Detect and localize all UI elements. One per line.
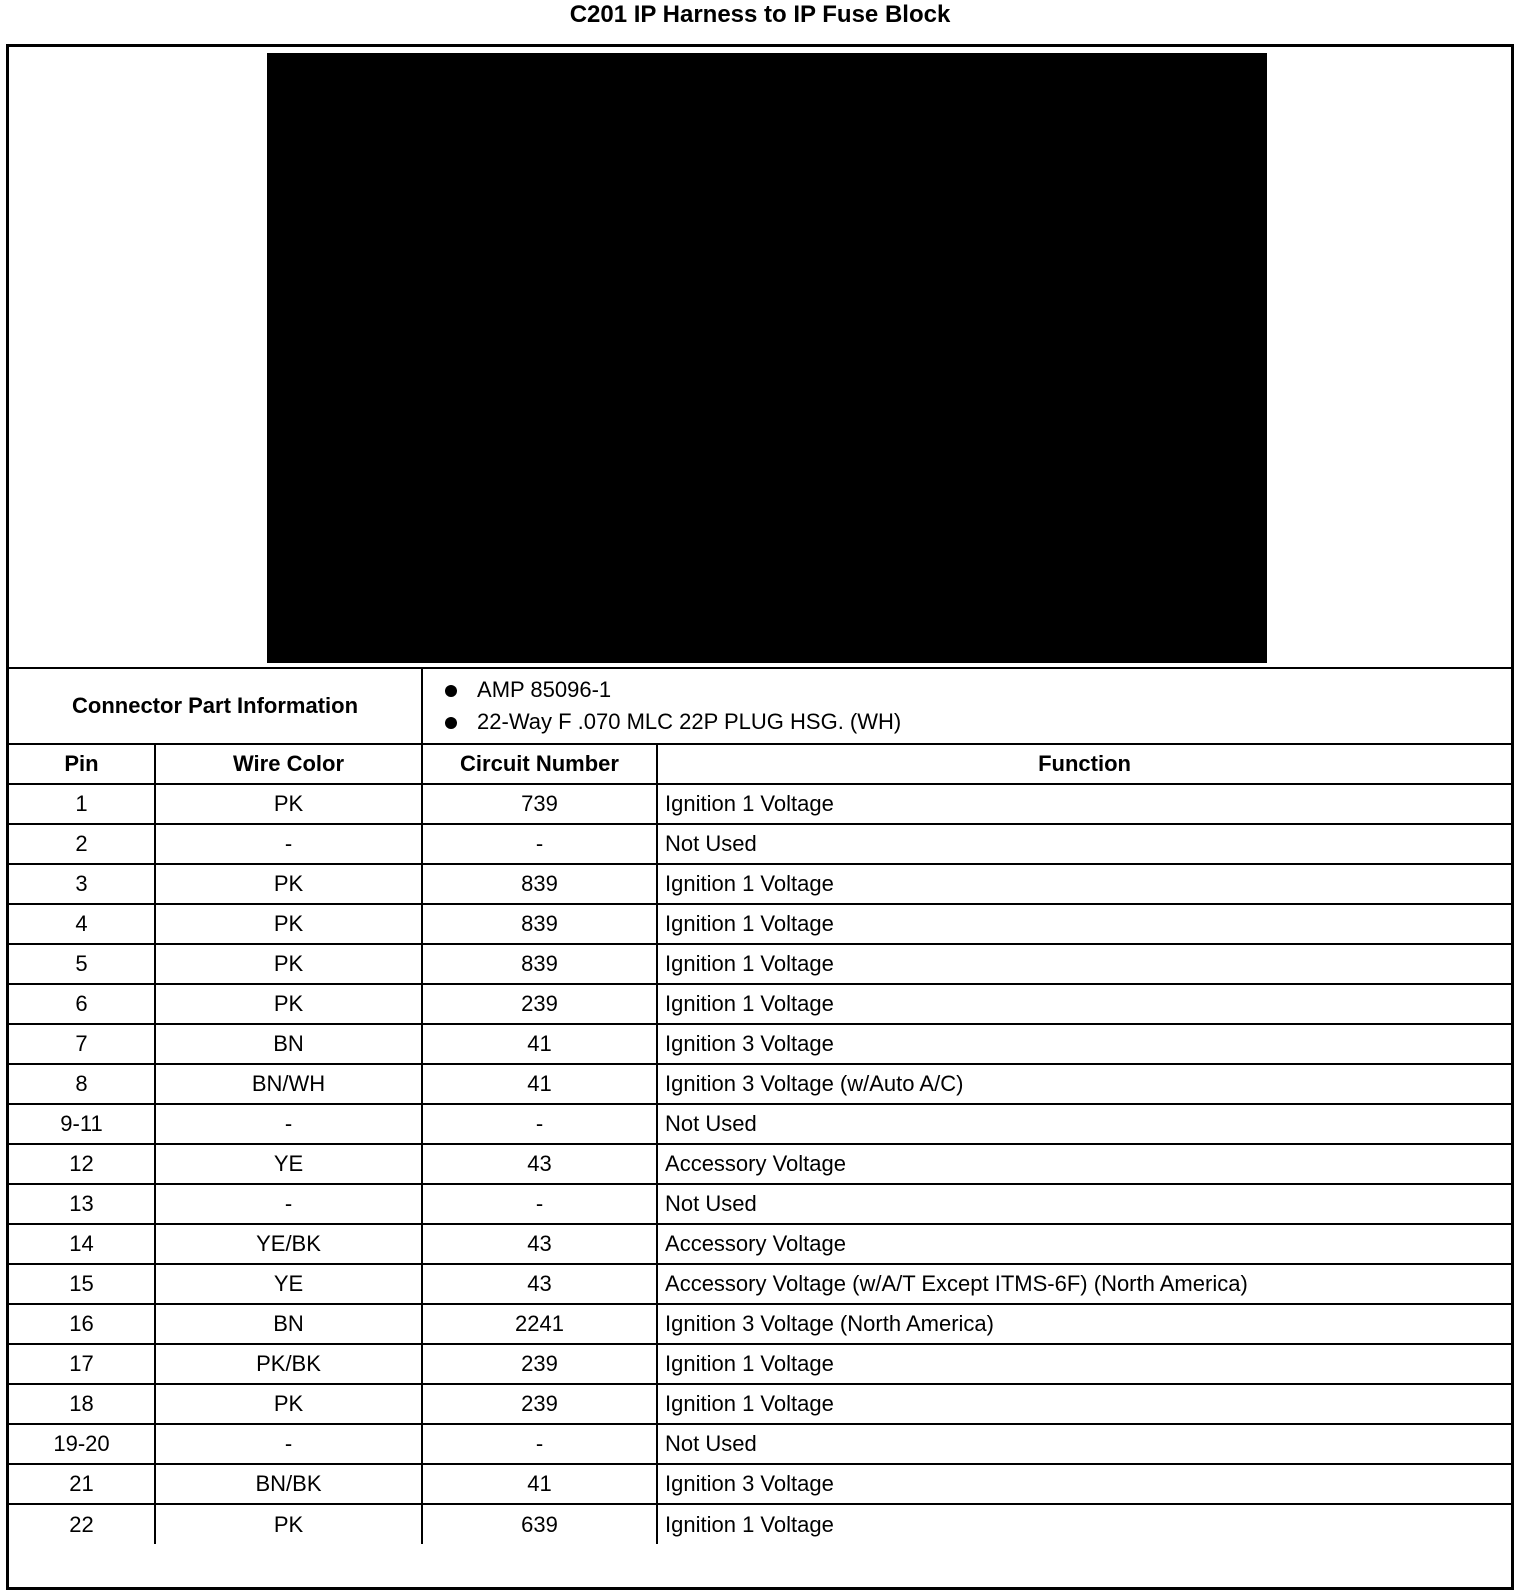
function-cell: Not Used xyxy=(657,1184,1511,1224)
circuit-number-cell: 839 xyxy=(422,944,657,984)
table-row xyxy=(9,1104,1511,1144)
connector-info-item: AMP 85096-1 xyxy=(441,674,1511,706)
wire-color-cell: YE xyxy=(155,1144,422,1184)
table-header-row xyxy=(9,744,1511,784)
page-title: C201 IP Harness to IP Fuse Block xyxy=(569,1,951,28)
circuit-number-cell: - xyxy=(422,1184,657,1224)
table-row xyxy=(9,1024,1511,1064)
pin-cell: 12 xyxy=(9,1144,155,1184)
circuit-number-cell: 239 xyxy=(422,1384,657,1424)
circuit-number-cell: 41 xyxy=(422,1024,657,1064)
table-row xyxy=(9,864,1511,904)
wire-color-cell: BN/BK xyxy=(155,1464,422,1504)
pin-cell: 19-20 xyxy=(9,1424,155,1464)
pin-cell: 16 xyxy=(9,1304,155,1344)
circuit-number-cell: 43 xyxy=(422,1264,657,1304)
pin-cell: 9-11 xyxy=(9,1104,155,1144)
wire-color-cell: - xyxy=(155,1424,422,1464)
wire-color-cell: PK xyxy=(155,944,422,984)
function-cell: Accessory Voltage xyxy=(657,1144,1511,1184)
circuit-number-cell: 239 xyxy=(422,1344,657,1384)
function-cell: Ignition 1 Voltage xyxy=(657,944,1511,984)
wire-color-cell: PK xyxy=(155,864,422,904)
pin-cell: 21 xyxy=(9,1464,155,1504)
table-row xyxy=(9,1384,1511,1424)
pin-cell: 4 xyxy=(9,904,155,944)
table-row xyxy=(9,1504,1511,1544)
header-circuit-number: Circuit Number xyxy=(422,744,657,784)
table-row xyxy=(9,984,1511,1024)
circuit-number-cell: - xyxy=(422,1104,657,1144)
pin-cell: 8 xyxy=(9,1064,155,1104)
function-cell: Ignition 1 Voltage xyxy=(657,984,1511,1024)
connector-info-item: 22-Way F .070 MLC 22P PLUG HSG. (WH) xyxy=(441,706,1511,738)
wire-color-cell: BN/WH xyxy=(155,1064,422,1104)
circuit-number-cell: 43 xyxy=(422,1224,657,1264)
wire-color-cell: - xyxy=(155,1104,422,1144)
table-row xyxy=(9,784,1511,824)
function-cell: Ignition 1 Voltage xyxy=(657,784,1511,824)
function-cell: Ignition 3 Voltage (North America) xyxy=(657,1304,1511,1344)
table-row xyxy=(9,1064,1511,1104)
circuit-number-cell: - xyxy=(422,1424,657,1464)
header-wire-color: Wire Color xyxy=(155,744,422,784)
wire-color-cell: BN xyxy=(155,1304,422,1344)
function-cell: Ignition 1 Voltage xyxy=(657,1504,1511,1544)
function-cell: Ignition 3 Voltage (w/Auto A/C) xyxy=(657,1064,1511,1104)
table-row xyxy=(9,1144,1511,1184)
pin-cell: 17 xyxy=(9,1344,155,1384)
header-pin: Pin xyxy=(9,744,155,784)
function-cell: Ignition 1 Voltage xyxy=(657,1384,1511,1424)
wire-color-cell: YE/BK xyxy=(155,1224,422,1264)
table-row xyxy=(9,1224,1511,1264)
table-row xyxy=(9,1344,1511,1384)
connector-info-row xyxy=(9,668,1511,744)
wire-color-cell: - xyxy=(155,1184,422,1224)
function-cell: Ignition 1 Voltage xyxy=(657,864,1511,904)
function-cell: Not Used xyxy=(657,1104,1511,1144)
pin-cell: 13 xyxy=(9,1184,155,1224)
pin-cell: 22 xyxy=(9,1504,155,1544)
wire-color-cell: PK xyxy=(155,1384,422,1424)
table-row xyxy=(9,904,1511,944)
pinout-table xyxy=(9,667,1511,1544)
wire-color-cell: PK xyxy=(155,1504,422,1544)
function-cell: Ignition 1 Voltage xyxy=(657,1344,1511,1384)
pin-cell: 2 xyxy=(9,824,155,864)
pin-cell: 5 xyxy=(9,944,155,984)
connector-image-area xyxy=(9,47,1511,667)
circuit-number-cell: 41 xyxy=(422,1064,657,1104)
pin-cell: 1 xyxy=(9,784,155,824)
table-row xyxy=(9,1464,1511,1504)
connector-sheet xyxy=(6,44,1514,1590)
wire-color-cell: - xyxy=(155,824,422,864)
table-row xyxy=(9,1424,1511,1464)
function-cell: Accessory Voltage (w/A/T Except ITMS-6F) (North America) xyxy=(657,1264,1511,1304)
pin-cell: 15 xyxy=(9,1264,155,1304)
wire-color-cell: BN xyxy=(155,1024,422,1064)
circuit-number-cell: 2241 xyxy=(422,1304,657,1344)
wire-color-cell: PK xyxy=(155,984,422,1024)
wire-color-cell: PK/BK xyxy=(155,1344,422,1384)
wire-color-cell: YE xyxy=(155,1264,422,1304)
function-cell: Not Used xyxy=(657,1424,1511,1464)
function-cell: Not Used xyxy=(657,824,1511,864)
circuit-number-cell: - xyxy=(422,824,657,864)
function-cell: Accessory Voltage xyxy=(657,1224,1511,1264)
circuit-number-cell: 639 xyxy=(422,1504,657,1544)
function-cell: Ignition 1 Voltage xyxy=(657,904,1511,944)
function-cell: Ignition 3 Voltage xyxy=(657,1024,1511,1064)
wire-color-cell: PK xyxy=(155,784,422,824)
table-row xyxy=(9,1264,1511,1304)
table-row xyxy=(9,1184,1511,1224)
pin-cell: 6 xyxy=(9,984,155,1024)
function-cell: Ignition 3 Voltage xyxy=(657,1464,1511,1504)
connector-info-list xyxy=(422,668,1511,744)
pin-cell: 3 xyxy=(9,864,155,904)
circuit-number-cell: 43 xyxy=(422,1144,657,1184)
table-row xyxy=(9,824,1511,864)
wire-color-cell: PK xyxy=(155,904,422,944)
connector-info-label: Connector Part Information xyxy=(9,668,422,744)
connector-image xyxy=(267,53,1267,663)
pin-cell: 14 xyxy=(9,1224,155,1264)
pin-cell: 18 xyxy=(9,1384,155,1424)
circuit-number-cell: 739 xyxy=(422,784,657,824)
circuit-number-cell: 839 xyxy=(422,904,657,944)
table-row xyxy=(9,944,1511,984)
header-function: Function xyxy=(657,744,1511,784)
circuit-number-cell: 41 xyxy=(422,1464,657,1504)
table-row xyxy=(9,1304,1511,1344)
pin-cell: 7 xyxy=(9,1024,155,1064)
circuit-number-cell: 239 xyxy=(422,984,657,1024)
circuit-number-cell: 839 xyxy=(422,864,657,904)
